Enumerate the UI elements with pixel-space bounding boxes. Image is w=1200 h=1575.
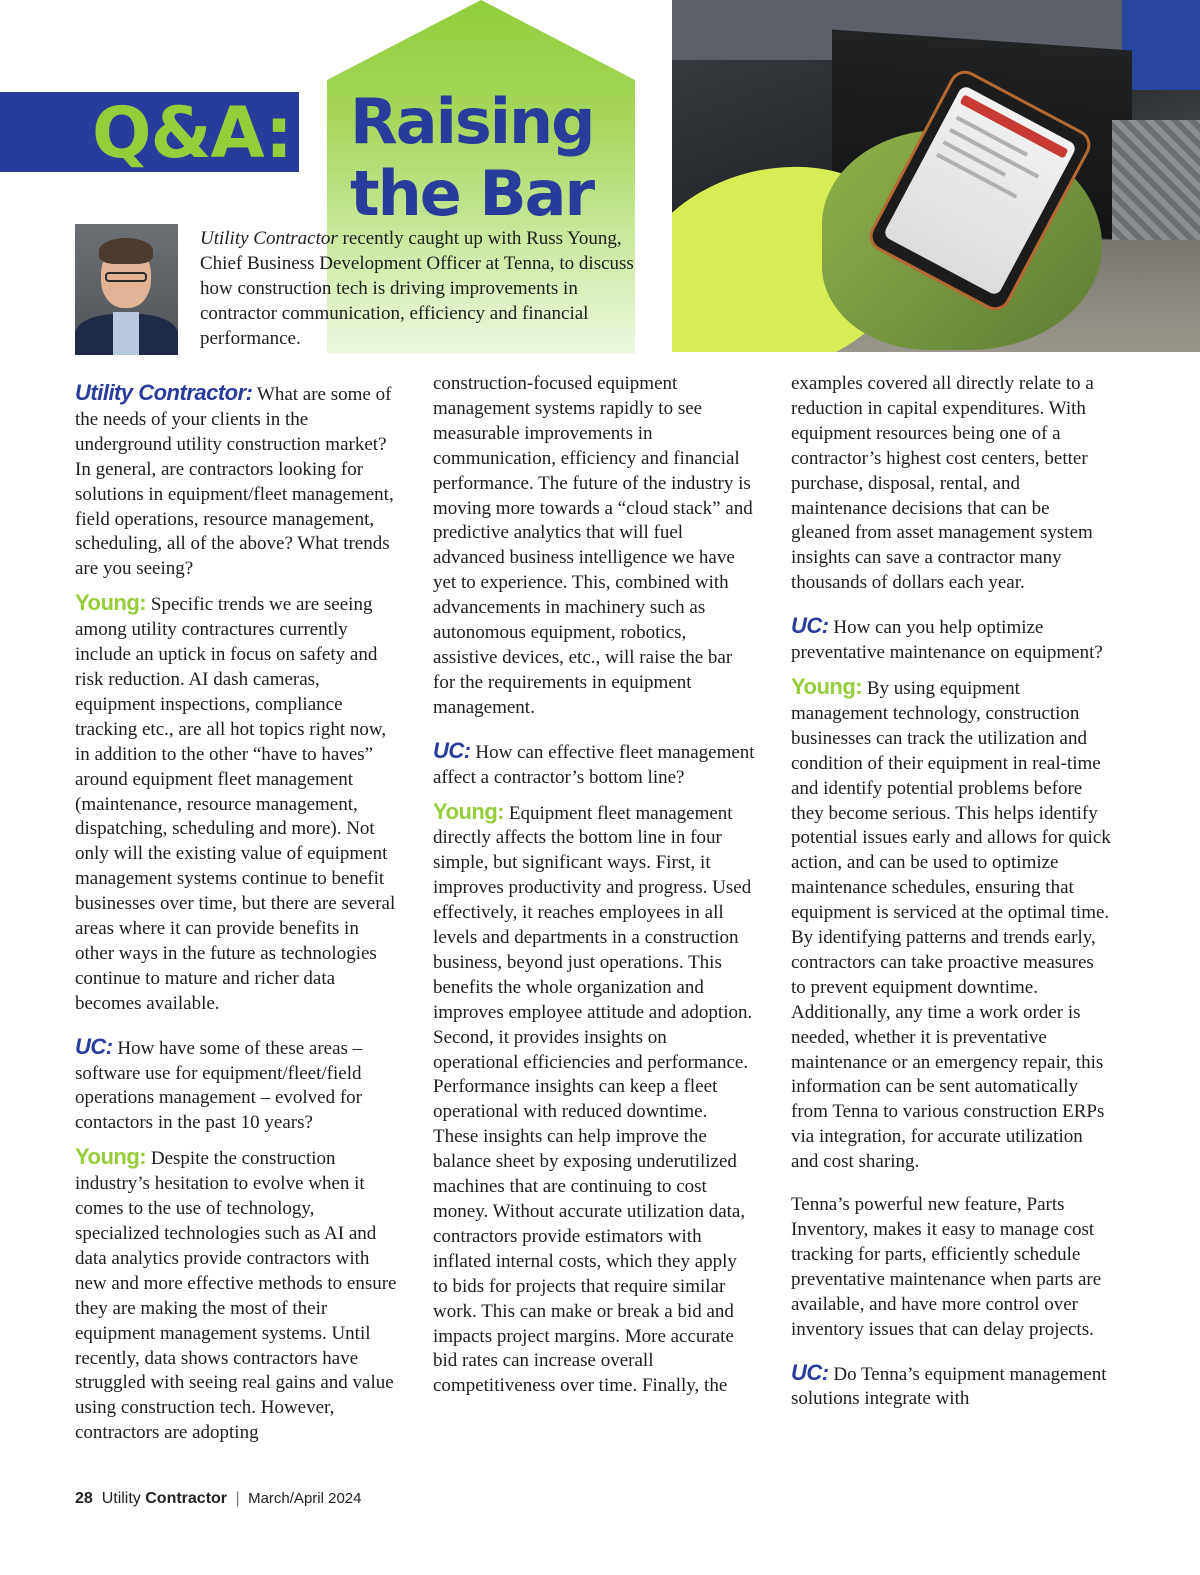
question-label: UC: <box>433 737 471 763</box>
answer-text: By using equipment management technology, construction businesses can track the utilization and condition of their equipment in real-time and identify potential problems before they become serious. This helps identify potential issues early and allows for quick action, and can be used to optimize maintenance schedules, ensuring that equipment is serviced at the optimal time. By identifying patterns and trends early, contractors can take proactive measures to prevent equipment downtime. Additionally, any time a work order is needed, whether it is preventative maintenance or an emergency repair, this information can be sent automatically from Tenna to various construction ERPs via integration, for accurate utilization and cost sharing. <box>791 677 1111 1173</box>
answer-label: Young: <box>791 673 863 699</box>
page-footer <box>75 1490 361 1508</box>
answer-label: Young: <box>75 1144 147 1170</box>
answer-2 <box>75 1145 397 1446</box>
answer-text: Despite the construction industry’s hesitation to evolve when it comes to the use of technology, specialized technologies such as AI and data analytics provide contractors with new and more effective methods to ensure they are making the most of their equipment management systems. Until recently, data shows contractors have struggled with seeing real gains and value using construction tech. However, contractors are adopting <box>75 1148 397 1444</box>
intro-publication-name: Utility Contractor <box>200 228 338 249</box>
photo-step-tread <box>1112 120 1200 240</box>
qa-kicker: Q&A: <box>92 92 293 174</box>
intro-paragraph <box>200 226 640 351</box>
question-text: What are some of the needs of your clients in the underground utility construction market? In general, are contractors looking for solutions in equipment/fleet management, field operations, resource management, scheduling, all of the above? What trends are you seeing? <box>75 384 394 580</box>
question-text: How have some of these areas – software use for equipment/fleet/field operations management – evolved for contactors in the past 10 years? <box>75 1037 363 1134</box>
answer-label: Young: <box>75 590 147 616</box>
question-text: How can you help optimize preventative maintenance on equipment? <box>791 617 1103 664</box>
intro-text: recently caught up with Russ Young, Chief Business Development Officer at Tenna, to discuss how construction tech is driving improvements in contractor communication, efficiency and financial performance. <box>200 228 634 349</box>
title-line-1: Raising <box>350 85 594 158</box>
issue-date: March/April 2024 <box>248 1490 362 1507</box>
question-text: How can effective fleet management affect a contractor’s bottom line? <box>433 741 755 788</box>
question-3 <box>433 739 755 791</box>
title-line-2: the Bar <box>350 157 594 230</box>
question-5 <box>791 1361 1113 1413</box>
question-1 <box>75 381 397 582</box>
page-number: 28 <box>75 1490 93 1507</box>
text-column-2 <box>433 372 755 1408</box>
question-label: Utility Contractor: <box>75 380 253 405</box>
footer-separator: | <box>235 1490 240 1507</box>
text-column-3 <box>791 372 1113 1421</box>
answer-4 <box>791 675 1113 1175</box>
text-column-1 <box>75 381 397 1455</box>
answer-text: Equipment fleet management directly affects the bottom line in four simple, but significant ways. First, it improves productivity and progress. Used effectively, it reaches employees in all levels and departments in a construction business, beyond just operations. This benefits the whole organization and improves employee attitude and adoption. Second, it provides insights on operational efficiencies and performance. Performance insights can keep a fleet operational with reduced downtime. These insights can help improve the balance sheet by exposing underutilized machines that are continuing to cost money. Without accurate utilization data, contractors provide estimators with inflated internal costs, which they apply to bids for projects that require similar work. This can make or break a bid and impacts project margins. More accurate bid rates can increase overall competitiveness over time. Finally, the <box>433 802 753 1397</box>
answer-label: Young: <box>433 798 505 824</box>
photo-blue-panel <box>1122 0 1200 90</box>
parts-inventory-paragraph: Tenna’s powerful new feature, Parts Inventory, makes it easy to manage cost tracking for parts, efficiently schedule preventative maintenance when parts are available, and have more control over inventory issues that can delay projects. <box>791 1194 1102 1340</box>
question-label: UC: <box>75 1033 113 1059</box>
answer-3-continued: examples covered all directly relate to a reduction in capital expenditures. With equipment resources being one of a contractor’s highest cost centers, better purchase, disposal, rental, and maintenance decisions that can be gleaned from asset management system insights can save a contractor many thousands of dollars each year. <box>791 373 1094 594</box>
russ-young-headshot <box>75 224 178 355</box>
magazine-name-contractor: Contractor <box>145 1490 228 1507</box>
question-label: UC: <box>791 1359 829 1385</box>
gloved-hand-holding-phone-photo <box>672 0 1200 352</box>
answer-2-continued: construction-focused equipment management systems rapidly to see measurable improvements in communication, efficiency and financial performance. The future of the industry is moving more towards a “cloud stack” and predictive analytics that will fuel advanced business intelligence we have yet to experience. This, combined with advancements in machinery such as autonomous equipment, robotics, assistive devices, etc., will raise the bar for the requirements in equipment management. <box>433 373 753 718</box>
page-title <box>350 86 594 230</box>
answer-3 <box>433 800 755 1400</box>
answer-1 <box>75 591 397 1016</box>
magazine-name-utility: Utility <box>101 1490 141 1507</box>
question-4 <box>791 614 1113 666</box>
question-2 <box>75 1035 397 1137</box>
answer-text: Specific trends we are seeing among utility contractures currently include an uptick in focus on safety and risk reduction. AI dash cameras, equipment inspections, compliance tracking etc., are all hot topics right now, in addition to the other “have to haves” around equipment fleet management (maintenance, resource management, dispatching, scheduling and more). Not only will the existing value of equipment management systems continue to benefit businesses over time, but there are several areas where it can provide benefits in other ways in the future as technologies continue to mature and richer data becomes available. <box>75 594 396 1014</box>
question-text: Do Tenna’s equipment management solutions integrate with <box>791 1363 1107 1410</box>
question-label: UC: <box>791 613 829 639</box>
